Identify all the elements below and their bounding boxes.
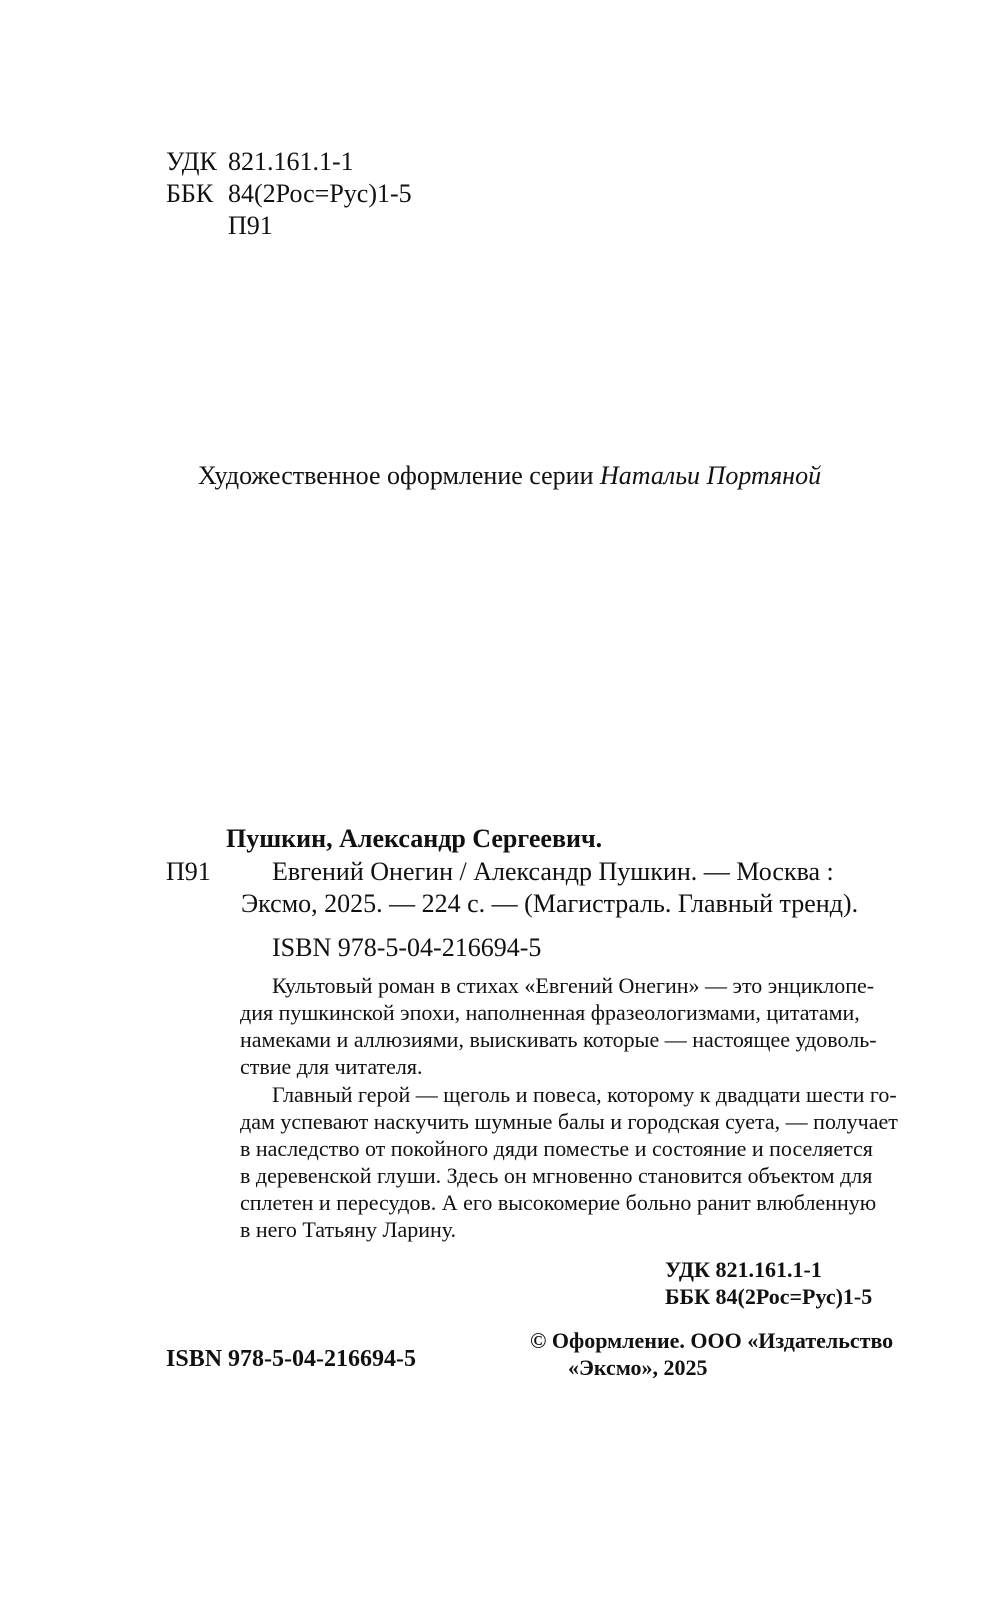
bib-line-1: Евгений Онегин / Александр Пушкин. — Москва : <box>272 857 834 886</box>
annotation-p1-line-1: Культовый роман в стихах «Евгений Онегин» — это энциклопе- <box>272 973 875 998</box>
annotation-p2-line-4: в деревенской глуши. Здесь он мгновенно становится объектом для <box>240 1163 873 1188</box>
annotation-p1-line-2: дия пушкинской эпохи, наполненная фразеологизмами, цитатами, <box>240 1000 860 1025</box>
bbk-repeat: ББК 84(2Рос=Рус)1-5 <box>665 1284 873 1309</box>
bib-line-2: Эксмо, 2025. — 224 с. — (Магистраль. Главный тренд). <box>241 889 859 918</box>
copyright-line-2: «Эксмо», 2025 <box>568 1355 708 1380</box>
bbk-line <box>166 178 412 210</box>
udk-value: 821.161.1-1 <box>228 147 354 176</box>
udk-repeat: УДК 821.161.1-1 <box>665 1257 822 1282</box>
annotation-p1-line-3: намеками и аллюзиями, выискивать которые — настоящее удоволь- <box>240 1027 877 1052</box>
footer-isbn: ISBN 978-5-04-216694-5 <box>166 1346 416 1372</box>
designer-name: Натальи Портяной <box>600 461 822 490</box>
annotation-p2-line-5: сплетен и пересудов. А его высокомерие больно ранит влюбленную <box>240 1190 877 1215</box>
bbk-label: ББК <box>166 179 214 208</box>
copyright-line-1: © Оформление. ООО «Издательство <box>530 1328 894 1353</box>
design-credit-text: Художественное оформление серии <box>198 461 594 490</box>
bib-isbn: ISBN 978-5-04-216694-5 <box>272 933 542 962</box>
annotation-p1-line-4: ствие для читателя. <box>240 1054 423 1079</box>
design-credit <box>198 460 821 492</box>
udk-line <box>166 146 354 178</box>
bbk-value: 84(2Рос=Рус)1-5 <box>228 179 412 208</box>
author-mark-top: П91 <box>228 211 273 240</box>
author-heading: Пушкин, Александр Сергеевич. <box>226 824 603 853</box>
annotation-p2-line-2: дам успевают наскучить шумные балы и городская суета, — получает <box>240 1109 898 1134</box>
annotation-p2-line-1: Главный герой — щеголь и повеса, которому к двадцати шести го- <box>272 1082 897 1107</box>
author-mark-bib: П91 <box>166 857 211 886</box>
annotation-p2-line-3: в наследство от покойного дяди поместье и состояние и поселяется <box>240 1136 873 1161</box>
annotation-p2-line-6: в него Татьяну Ларину. <box>240 1217 457 1242</box>
udk-label: УДК <box>166 147 217 176</box>
